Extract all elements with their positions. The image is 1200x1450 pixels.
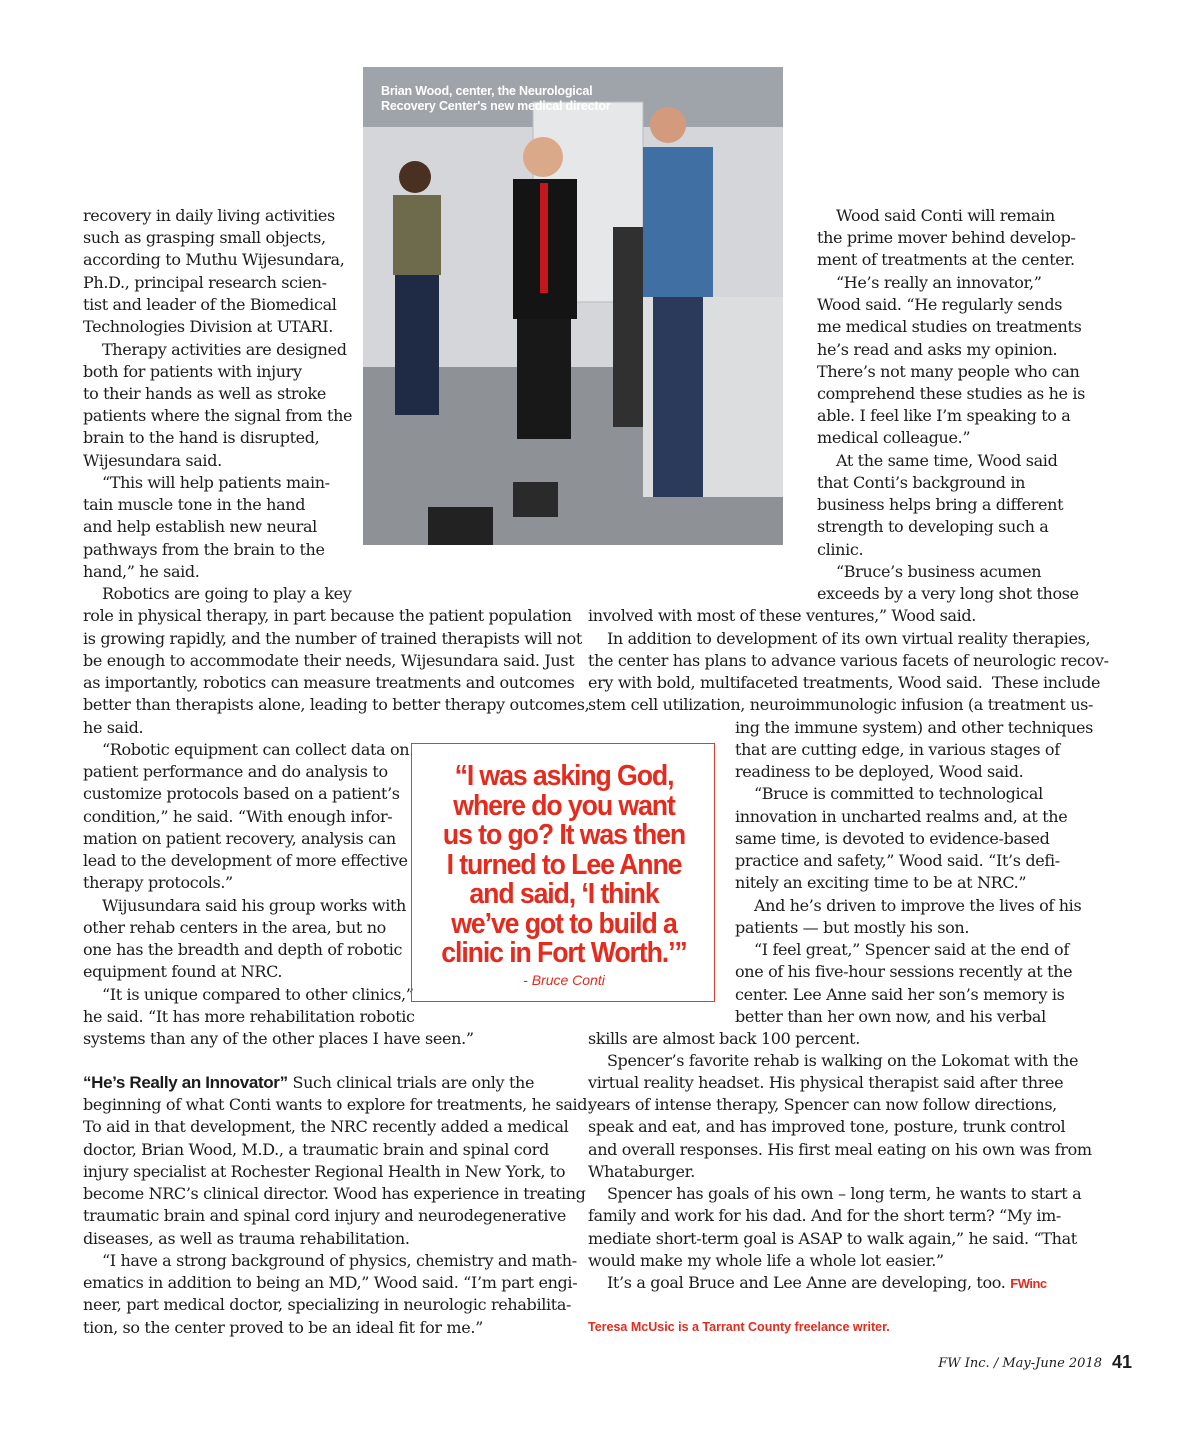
- body-line: he said.: [83, 718, 144, 737]
- body-line: tain muscle tone in the hand: [83, 495, 306, 514]
- body-line: me medical studies on treatments: [817, 317, 1082, 336]
- body-line: clinic.: [817, 540, 864, 559]
- body-line: “He’s really an innovator,”: [817, 273, 1042, 292]
- body-line: customize protocols based on a patient’s: [83, 784, 400, 803]
- pull-quote-box: [411, 743, 715, 1002]
- body-line: Wijusundara said his group works with: [83, 896, 407, 915]
- body-line: diseases, as well as trauma rehabilitation.: [83, 1229, 410, 1248]
- body-line: same time, is devoted to evidence-based: [735, 829, 1050, 848]
- body-line: To aid in that development, the NRC recently added a medical: [83, 1117, 569, 1136]
- body-line: “It is unique compared to other clinics,”: [83, 985, 414, 1004]
- body-line: ematics in addition to being an MD,” Wood said. “I’m part engi-: [83, 1273, 578, 1292]
- body-line: practice and safety,” Wood said. “It’s defi-: [735, 851, 1060, 870]
- body-line: both for patients with injury: [83, 362, 302, 381]
- body-line: tist and leader of the Biomedical: [83, 295, 337, 314]
- body-line: comprehend these studies as he is: [817, 384, 1086, 403]
- body-line: “I feel great,” Spencer said at the end of: [735, 940, 1069, 959]
- body-line: neer, part medical doctor, specializing in neurologic rehabilita-: [83, 1295, 572, 1314]
- body-line: stem cell utilization, neuroimmunologic infusion (a treatment us-: [588, 695, 1094, 714]
- body-line: recovery in daily living activities: [83, 206, 335, 225]
- body-line: exceeds by a very long shot those: [817, 584, 1079, 603]
- subhead-line: [83, 1072, 534, 1094]
- body-line: mediate short-term goal is ASAP to walk again,” he said. “That: [588, 1229, 1077, 1248]
- body-line: center. Lee Anne said her son’s memory is: [735, 985, 1065, 1004]
- body-line: “This will help patients main-: [83, 473, 330, 492]
- pull-quote-attribution: - Bruce Conti: [523, 972, 605, 988]
- body-line: And he’s driven to improve the lives of his: [735, 896, 1082, 915]
- section-subhead: “He’s Really an Innovator”: [83, 1073, 288, 1092]
- body-line: readiness to be deployed, Wood said.: [735, 762, 1024, 781]
- body-line: to their hands as well as stroke: [83, 384, 326, 403]
- photo-illustration: [363, 67, 783, 545]
- body-line: Spencer’s favorite rehab is walking on the Lokomat with the: [588, 1051, 1079, 1070]
- body-line: “I have a strong background of physics, chemistry and math-: [83, 1251, 577, 1270]
- body-line: patient performance and do analysis to: [83, 762, 388, 781]
- body-line: one of his five-hour sessions recently at the: [735, 962, 1073, 981]
- subhead-line-rest: Such clinical trials are only the: [287, 1073, 535, 1092]
- body-line: would make my whole life a whole lot easier.”: [588, 1251, 944, 1270]
- body-line: be enough to accommodate their needs, Wijesundara said. Just: [83, 651, 575, 670]
- body-line: become NRC’s clinical director. Wood has experience in treating: [83, 1184, 586, 1203]
- body-line: “Robotic equipment can collect data on: [83, 740, 410, 759]
- body-line: skills are almost back 100 percent.: [588, 1029, 860, 1048]
- body-line: other rehab centers in the area, but no: [83, 918, 386, 937]
- body-line: Wood said Conti will remain: [817, 206, 1055, 225]
- photo-caption-line-1: Brian Wood, center, the Neurological: [381, 84, 593, 98]
- body-line: pathways from the brain to the: [83, 540, 325, 559]
- body-line: ment of treatments at the center.: [817, 250, 1075, 269]
- body-line: equipment found at NRC.: [83, 962, 283, 981]
- body-line: brain to the hand is disrupted,: [83, 428, 320, 447]
- body-line: lead to the development of more effective: [83, 851, 408, 870]
- body-line: as importantly, robotics can measure treatments and outcomes: [83, 673, 575, 692]
- body-line: doctor, Brian Wood, M.D., a traumatic brain and spinal cord: [83, 1140, 549, 1159]
- body-line: injury specialist at Rochester Regional Health in New York, to: [83, 1162, 566, 1181]
- body-line-last: [588, 1272, 1047, 1295]
- body-line: such as grasping small objects,: [83, 228, 326, 247]
- body-line: speak and eat, and has improved tone, posture, trunk control: [588, 1117, 1066, 1136]
- body-line: Therapy activities are designed: [83, 340, 347, 359]
- body-line: In addition to development of its own virtual reality therapies,: [588, 629, 1091, 648]
- author-credit: Teresa McUsic is a Tarrant County freelance writer.: [588, 1320, 890, 1334]
- pull-quote-line: where do you want: [453, 790, 675, 822]
- body-line: patients — but mostly his son.: [735, 918, 970, 937]
- body-line: he said. “It has more rehabilitation robotic: [83, 1007, 415, 1026]
- body-line: mation on patient recovery, analysis can: [83, 829, 396, 848]
- body-line: ery with bold, multifaceted treatments, Wood said. These include: [588, 673, 1101, 692]
- body-line: strength to developing such a: [817, 517, 1049, 536]
- body-line: that Conti’s background in: [817, 473, 1026, 492]
- body-line: There’s not many people who can: [817, 362, 1080, 381]
- page-number: 41: [1112, 1352, 1133, 1372]
- body-line: involved with most of these ventures,” Wood said.: [588, 606, 977, 625]
- pull-quote-line: us to go? It was then: [442, 819, 686, 851]
- body-line: It’s a goal Bruce and Lee Anne are developing, too.: [588, 1273, 1006, 1292]
- body-line: “Bruce’s business acumen: [817, 562, 1042, 581]
- body-line: the prime mover behind develop-: [817, 228, 1076, 247]
- body-line: better than her own now, and his verbal: [735, 1007, 1046, 1026]
- body-line: and overall responses. His first meal eating on his own was from: [588, 1140, 1092, 1159]
- body-line: therapy protocols.”: [83, 873, 233, 892]
- end-mark-logo: FWinc: [1010, 1276, 1047, 1291]
- body-line: beginning of what Conti wants to explore for treatments, he said.: [83, 1095, 592, 1114]
- body-line: Robotics are going to play a key: [83, 584, 352, 603]
- body-line: according to Muthu Wijesundara,: [83, 250, 345, 269]
- body-line: years of intense therapy, Spencer can now follow directions,: [588, 1095, 1057, 1114]
- body-line: ing the immune system) and other techniques: [735, 718, 1094, 737]
- pull-quote-line: “I was asking God,: [454, 760, 674, 792]
- body-line: condition,” he said. “With enough infor-: [83, 807, 393, 826]
- body-line: better than therapists alone, leading to better therapy outcomes,: [83, 695, 590, 714]
- body-line: family and work for his dad. And for the short term? “My im-: [588, 1206, 1061, 1225]
- body-line: Wijesundara said.: [83, 451, 222, 470]
- body-line: the center has plans to advance various facets of neurologic recov-: [588, 651, 1109, 670]
- pull-quote-line: and said, ‘I think: [469, 878, 659, 910]
- body-line: able. I feel like I’m speaking to a: [817, 406, 1071, 425]
- body-line: virtual reality headset. His physical therapist said after three: [588, 1073, 1064, 1092]
- body-line: innovation in uncharted realms and, at the: [735, 807, 1068, 826]
- body-line: At the same time, Wood said: [817, 451, 1058, 470]
- body-line: medical colleague.”: [817, 428, 971, 447]
- body-line: Wood said. “He regularly sends: [817, 295, 1063, 314]
- body-line: systems than any of the other places I have seen.”: [83, 1029, 474, 1048]
- body-line: patients where the signal from the: [83, 406, 353, 425]
- body-line: Spencer has goals of his own – long term, he wants to start a: [588, 1184, 1082, 1203]
- pull-quote-line: we’ve got to build a: [451, 908, 677, 940]
- publication-folio: FW Inc. / May-June 2018: [938, 1356, 1102, 1371]
- photo-caption-line-2: Recovery Center's new medical director: [381, 99, 611, 113]
- body-line: is growing rapidly, and the number of trained therapists will not: [83, 629, 582, 648]
- body-line: Ph.D., principal research scien-: [83, 273, 327, 292]
- body-line: hand,” he said.: [83, 562, 200, 581]
- body-line: business helps bring a different: [817, 495, 1064, 514]
- body-line: one has the breadth and depth of robotic: [83, 940, 403, 959]
- body-line: Whataburger.: [588, 1162, 695, 1181]
- body-line: he’s read and asks my opinion.: [817, 340, 1058, 359]
- body-line: traumatic brain and spinal cord injury and neurodegenerative: [83, 1206, 566, 1225]
- body-line: tion, so the center proved to be an ideal fit for me.”: [83, 1318, 483, 1337]
- article-photo: [363, 67, 783, 545]
- pull-quote-line: I turned to Lee Anne: [446, 849, 682, 881]
- body-line: “Bruce is committed to technological: [735, 784, 1043, 803]
- body-line: role in physical therapy, in part because the patient population: [83, 606, 572, 625]
- body-line: that are cutting edge, in various stages of: [735, 740, 1060, 759]
- body-line: and help establish new neural: [83, 517, 317, 536]
- body-line: nitely an exciting time to be at NRC.”: [735, 873, 1027, 892]
- pull-quote-line: clinic in Fort Worth.’”: [441, 937, 687, 969]
- body-line: Technologies Division at UTARI.: [83, 317, 333, 336]
